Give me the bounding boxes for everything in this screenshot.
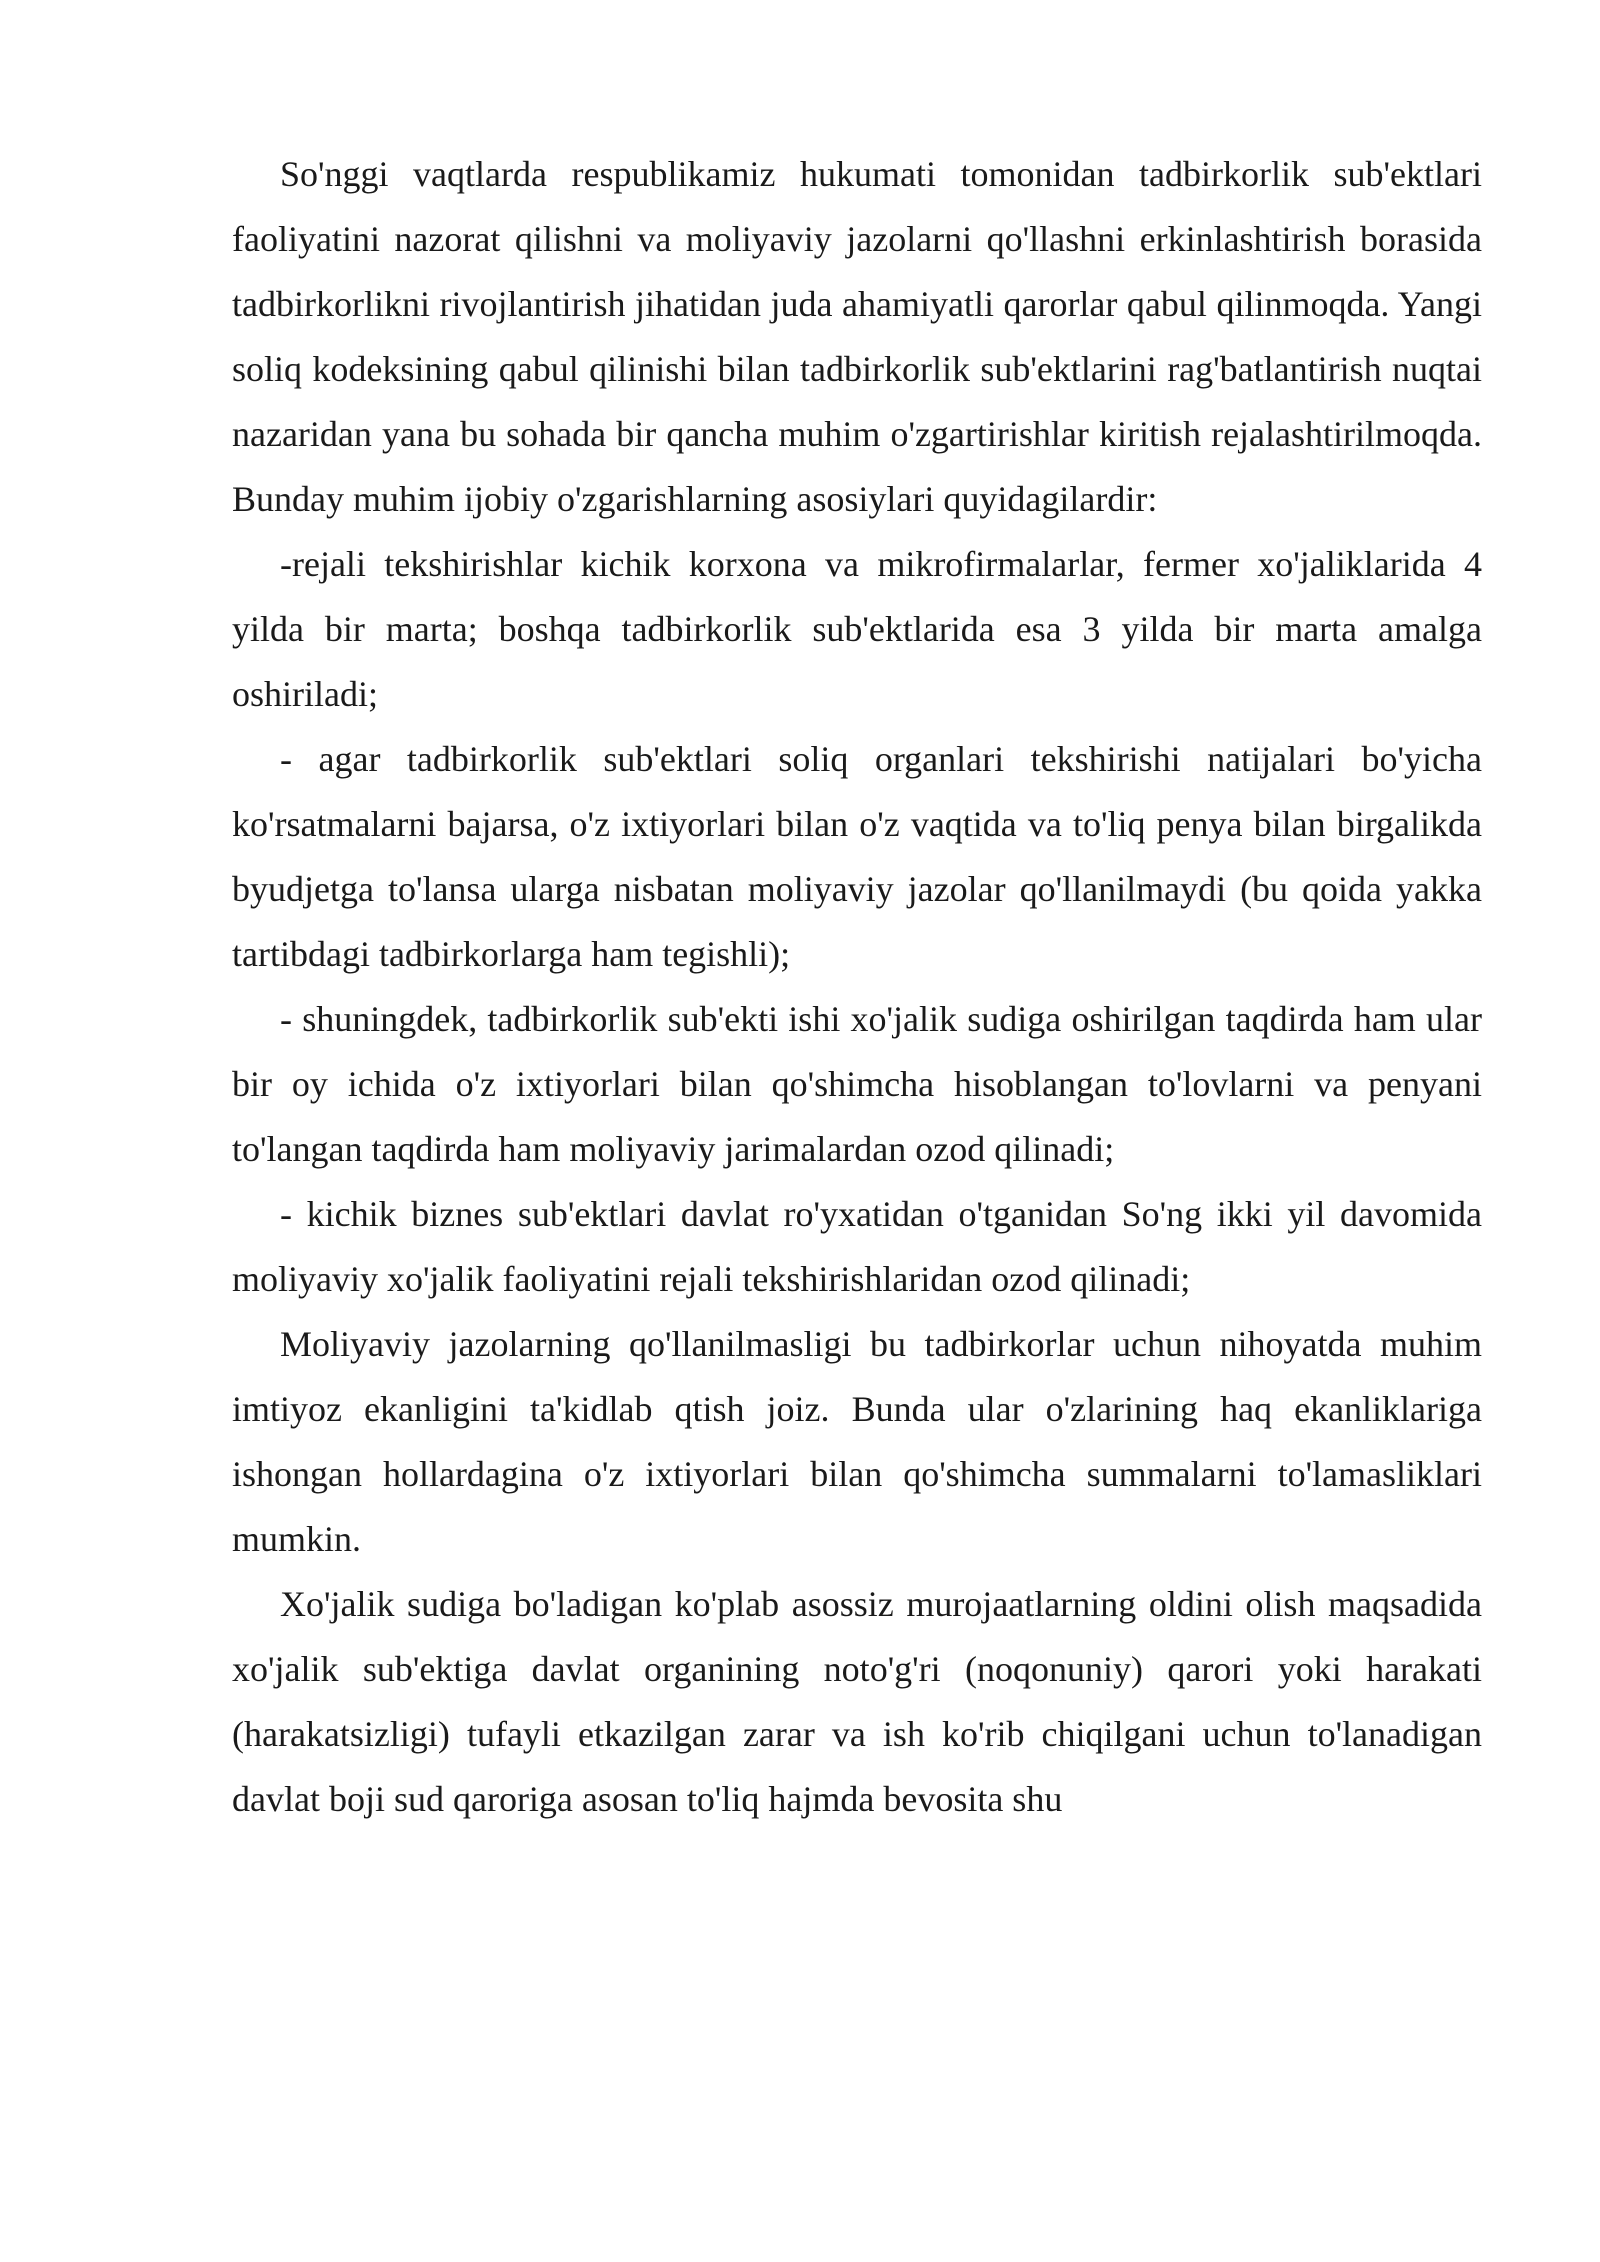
paragraph-state-duty: Xo'jalik sudiga bo'ladigan ko'plab asossiz murojaatlarning oldini olish maqsadida xo'jalik sub'ektiga davlat organining noto'g'ri (noqonuniy) qarori yoki harakati (harakatsizligi) tufayli etkazilgan zarar va ish ko'rib chiqilgani uchun to'lanadigan davlat boji sud qaroriga asosan to'liq hajmda bevosita shu [232,1584,1482,1819]
paragraph-tax-instructions: - agar tadbirkorlik sub'ektlari soliq organlari tekshirishi natijalari bo'yicha ko'rsatmalarni bajarsa, o'z ixtiyorlari bilan o'z vaqtida va to'liq penya bilan birgalikda byudjetga to'lansa ularga nisbatan moliyaviy jazolar qo'llanilmaydi (bu qoida yakka tartibdagi tadbirkorlarga ham tegishli); [232,739,1482,974]
document-body [232,142,1482,1832]
paragraph-financial-sanctions: Moliyaviy jazolarning qo'llanilmasligi bu tadbirkorlar uchun nihoyatda muhim imtiyoz ekanligini ta'kidlab qtish joiz. Bunda ular o'zlarining haq ekanliklariga ishongan hollardagina o'z ixtiyorlari bilan qo'shimcha summalarni to'lamasliklari mumkin. [232,1324,1482,1559]
paragraph-planned-inspections: -rejali tekshirishlar kichik korxona va mikrofirmalarlar, fermer xo'jaliklarida 4 yilda bir marta; boshqa tadbirkorlik sub'ektlarida esa 3 yilda bir marta amalga oshiriladi; [232,544,1482,714]
paragraph-small-business: - kichik biznes sub'ektlari davlat ro'yxatidan o'tganidan So'ng ikki yil davomida moliyaviy xo'jalik faoliyatini rejali tekshirishlaridan ozod qilinadi; [232,1194,1482,1299]
paragraph-economic-court: - shuningdek, tadbirkorlik sub'ekti ishi xo'jalik sudiga oshirilgan taqdirda ham ular bir oy ichida o'z ixtiyorlari bilan qo'shimcha hisoblangan to'lovlarni va penyani to'langan taqdirda ham moliyaviy jarimalardan ozod qilinadi; [232,999,1482,1169]
paragraph-intro: So'nggi vaqtlarda respublikamiz hukumati tomonidan tadbirkorlik sub'ektlari faoliyatini nazorat qilishni va moliyaviy jazolarni qo'llashni erkinlashtirish borasida tadbirkorlikni rivojlantirish jihatidan juda ahamiyatli qarorlar qabul qilinmoqda. Yangi soliq kodeksining qabul qilinishi bilan tadbirkorlik sub'ektlarini rag'batlantirish nuqtai nazaridan yana bu sohada bir qancha muhim o'zgartirishlar kiritish rejalashtirilmoqda. Bunday muhim ijobiy o'zgarishlarning asosiylari quyidagilardir: [232,154,1482,519]
